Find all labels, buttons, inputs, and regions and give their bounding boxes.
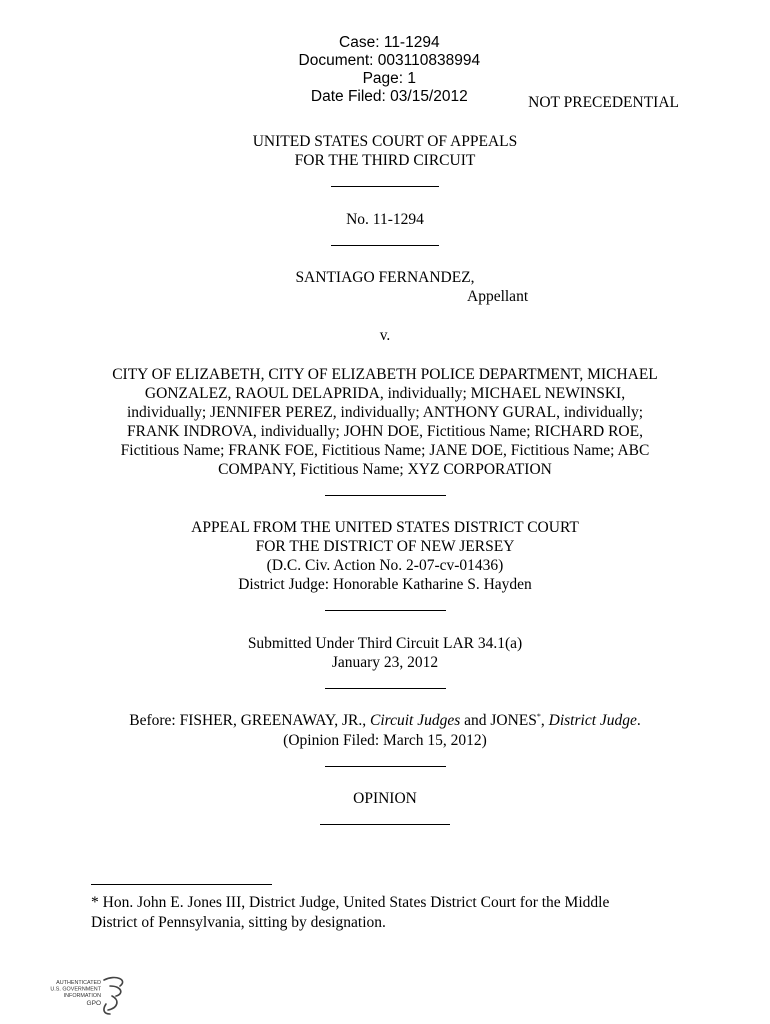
footnote-marker[interactable]: * [536, 711, 541, 721]
appellee-line: COMPANY, Fictitious Name; XYZ CORPORATION [218, 461, 552, 478]
docket-number: No. 11-1294 [346, 211, 424, 228]
date-filed: Date Filed: 03/15/2012 [310, 88, 468, 105]
appeal-origin: APPEAL FROM THE UNITED STATES DISTRICT COURT [191, 519, 579, 536]
precedential-status: NOT PRECEDENTIAL [528, 94, 679, 111]
case-number: Case: 11-1294 [339, 34, 440, 51]
footnote-line: * Hon. John E. Jones III, District Judge, United States District Court for the Middle [91, 894, 610, 911]
district-judge: District Judge: Honorable Katharine S. Hayden [238, 576, 532, 593]
seal-text: AUTHENTICATED [56, 980, 101, 986]
divider [320, 824, 450, 825]
divider [325, 766, 446, 767]
submission-date: January 23, 2012 [331, 654, 439, 671]
footnote [91, 893, 691, 932]
appellant-role: Appellant [467, 288, 529, 305]
panel-judges: Before: FISHER, GREENAWAY, JR., Circuit Judges and JONES*, District Judge. [129, 711, 641, 729]
document-number: Document: 003110838994 [298, 52, 481, 69]
appellant-name: SANTIAGO FERNANDEZ, [295, 269, 475, 286]
submission-rule: Submitted Under Third Circuit LAR 34.1(a) [247, 635, 523, 652]
divider [325, 495, 446, 496]
footnote-separator [91, 884, 272, 885]
divider [331, 245, 439, 246]
appellee-line: individually; JENNIFER PEREZ, individually; ANTHONY GURAL, individually; [126, 404, 644, 421]
appellee-line: FRANK INDROVA, individually; JOHN DOE, Fictitious Name; RICHARD ROE, [127, 423, 643, 440]
seal-text: GPO [86, 1000, 101, 1007]
seal-text: U.S. GOVERNMENT [50, 986, 101, 993]
civil-action-number: (D.C. Civ. Action No. 2-07-cv-01436) [266, 557, 504, 574]
footnote-line: District of Pennsylvania, sitting by designation. [91, 913, 386, 931]
appellee-line: CITY OF ELIZABETH, CITY OF ELIZABETH POLICE DEPARTMENT, MICHAEL [112, 366, 658, 383]
opinion-filed-date: (Opinion Filed: March 15, 2012) [283, 732, 487, 749]
versus: v. [379, 327, 391, 344]
appeal-district: FOR THE DISTRICT OF NEW JERSEY [255, 538, 515, 555]
appellee-line: Fictitious Name; FRANK FOE, Fictitious Name; JANE DOE, Fictitious Name; ABC [120, 442, 650, 459]
gpo-authentication-seal [44, 974, 128, 1016]
seal-text: INFORMATION [63, 993, 101, 999]
eagle-icon [104, 978, 123, 1014]
court-name: UNITED STATES COURT OF APPEALS [252, 133, 518, 150]
appellee-line: GONZALEZ, RAOUL DELAPRIDA, individually; MICHAEL NEWINSKI, [144, 385, 626, 402]
divider [325, 610, 446, 611]
court-circuit: FOR THE THIRD CIRCUIT [294, 152, 476, 169]
opinion-heading: OPINION [353, 790, 417, 807]
divider [325, 688, 446, 689]
page-number: Page: 1 [362, 70, 417, 87]
divider [331, 186, 439, 187]
